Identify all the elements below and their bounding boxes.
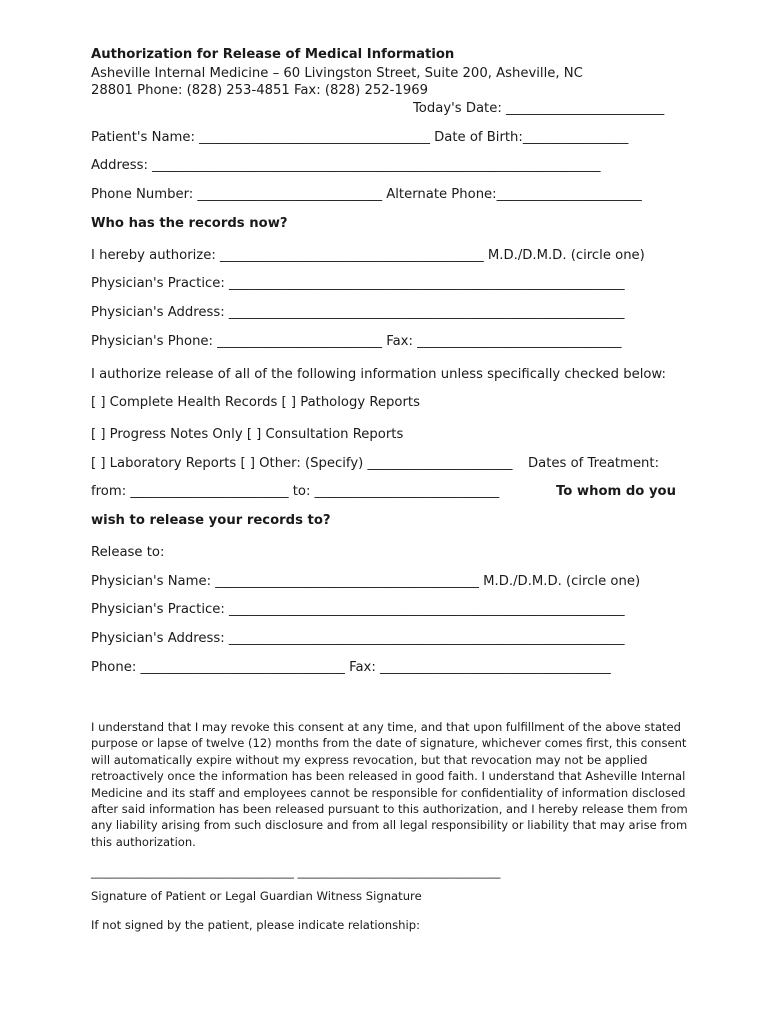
recipient-address-field[interactable]: Physician's Address: ____________________________________________________________ (91, 631, 625, 646)
clinic-address-line-1: Asheville Internal Medicine – 60 Livingston Street, Suite 200, Asheville, NC (91, 66, 583, 81)
release-intro-text: I authorize release of all of the following information unless specifically checked below: (91, 367, 666, 382)
treatment-date-range-field[interactable]: from: ________________________ to: ____________________________ (91, 484, 500, 499)
signature-lines[interactable]: ___________________________________ ___________________________________ (91, 865, 501, 879)
holder-phone-fax-field[interactable]: Physician's Phone: _________________________ Fax: _______________________________ (91, 334, 622, 349)
record-options-row-2[interactable]: [ ] Progress Notes Only [ ] Consultation Reports (91, 427, 404, 442)
consent-line: I understand that I may revoke this consent at any time, and that upon fulfillment of the above stated (91, 720, 681, 734)
consent-line: this authorization. (91, 834, 196, 849)
signature-labels: Signature of Patient or Legal Guardian Witness Signature (91, 889, 422, 903)
clinic-address-line-2: 28801 Phone: (828) 253-4851 Fax: (828) 252-1969 (91, 83, 429, 98)
consent-line: after said information has been released pursuant to this authorization, and I hereby release them from (91, 802, 688, 817)
to-whom-heading-part-1: To whom do you (556, 484, 676, 499)
relationship-prompt: If not signed by the patient, please indicate relationship: (91, 918, 420, 932)
consent-line: purpose or lapse of twelve (12) months from the date of signature, whichever comes first, this consent (91, 736, 687, 751)
todays-date-field[interactable]: Today's Date: ________________________ (413, 101, 665, 116)
to-whom-heading-part-2: wish to release your records to? (91, 513, 331, 528)
consent-line: Medicine and its staff and employees cannot be responsible for confidentiality of information disclosed (91, 785, 686, 800)
holder-address-field[interactable]: Physician's Address: ____________________________________________________________ (91, 305, 625, 320)
release-to-label: Release to: (91, 545, 165, 560)
dates-of-treatment-label: Dates of Treatment: (528, 456, 660, 471)
consent-line: any liability arising from such disclosure and from all legal responsibility or liability that may arise from (91, 818, 688, 833)
form-title: Authorization for Release of Medical Information (91, 47, 455, 62)
consent-line: will automatically expire without my express revocation, but that revocation may not be applied (91, 752, 648, 767)
patient-name-field[interactable]: Patient's Name: ___________________________________ Date of Birth:________________ (91, 130, 629, 145)
recipient-physician-name-field[interactable]: Physician's Name: ________________________________________ M.D./D.M.D. (circle one) (91, 574, 641, 589)
consent-paragraph (91, 719, 691, 850)
holder-practice-field[interactable]: Physician's Practice: ____________________________________________________________ (91, 276, 625, 291)
record-options-row-3[interactable]: [ ] Laboratory Reports [ ] Other: (Specify) ______________________ (91, 456, 513, 471)
patient-phone-field[interactable]: Phone Number: ____________________________ Alternate Phone:______________________ (91, 187, 642, 202)
records-holder-heading: Who has the records now? (91, 216, 288, 231)
consent-line: retroactively once the information has been released in good faith. I understand that Asheville Internal (91, 769, 686, 784)
recipient-practice-field[interactable]: Physician's Practice: ____________________________________________________________ (91, 602, 625, 617)
authorize-physician-field[interactable]: I hereby authorize: ________________________________________ M.D./D.M.D. (circle one) (91, 248, 645, 263)
record-options-row-1[interactable]: [ ] Complete Health Records [ ] Pathology Reports (91, 395, 420, 410)
recipient-phone-fax-field[interactable]: Phone: _______________________________ Fax: ___________________________________ (91, 660, 611, 675)
patient-address-field[interactable]: Address: ____________________________________________________________________ (91, 158, 601, 173)
